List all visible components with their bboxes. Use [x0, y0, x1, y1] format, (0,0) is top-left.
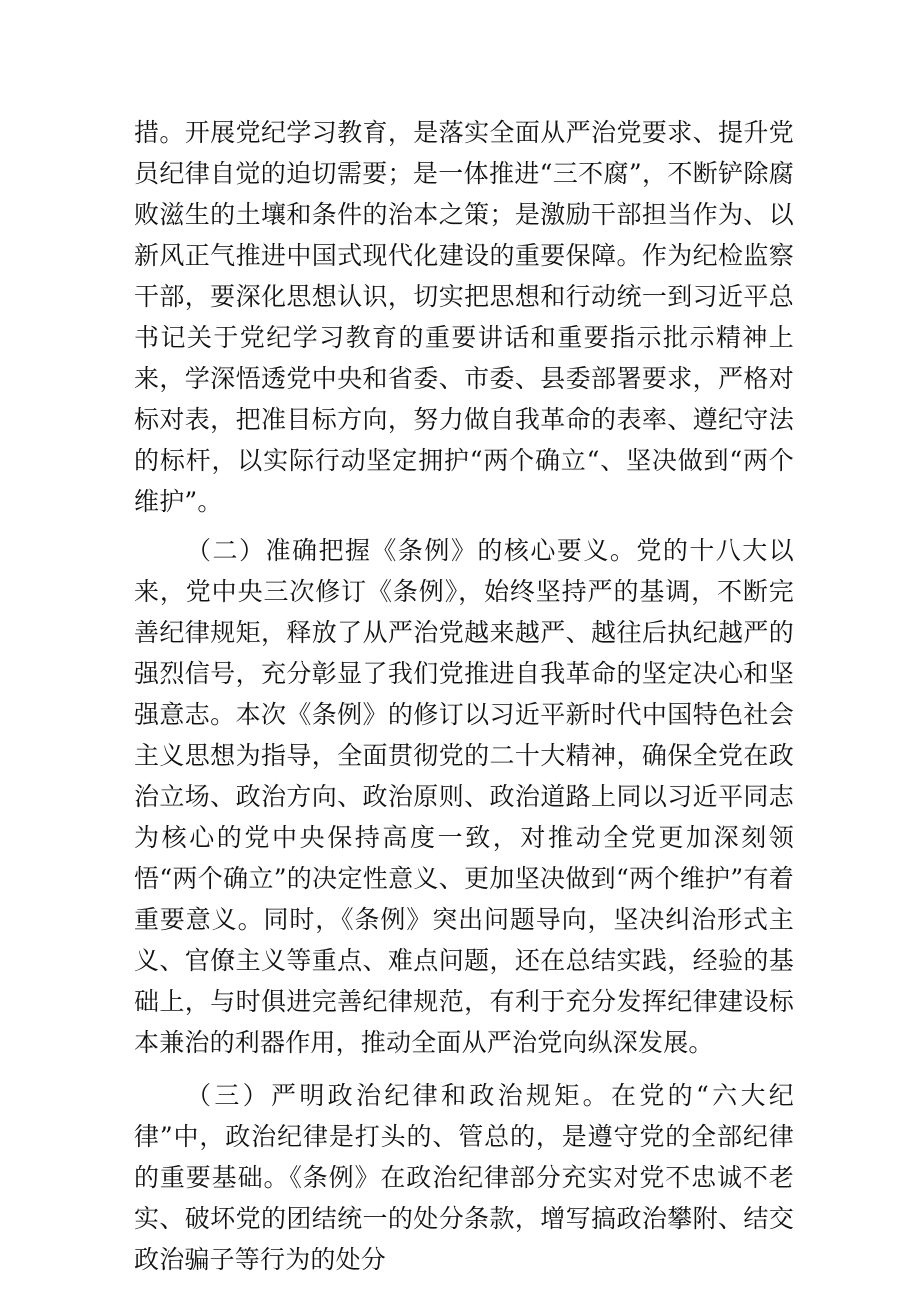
document-body [134, 112, 794, 1280]
paragraph-continuation: 措。开展党纪学习教育，是落实全面从严治党要求、提升党员纪律自觉的迫切需要；是一体推进“三不腐”，不断铲除腐败滋生的土壤和条件的治本之策；是激励干部担当作为、以新风正气推进中国式现代化建设的重要保障。作为纪检监察干部，要深化思想认识，切实把思想和行动统一到习近平总书记关于党纪学习教育的重要讲话和重要指示批示精神上来，学深悟透党中央和省委、市委、县委部署要求，严格对标对表，把准目标方向，努力做自我革命的表率、遵纪守法的标杆，以实际行动坚定拥护“两个确立“、坚决做到“两个维护”。 [134, 118, 794, 516]
paragraph-section-2: （二）准确把握《条例》的核心要义。党的十八大以来，党中央三次修订《条例》，始终坚持严的基调，不断完善纪律规矩，释放了从严治党越来越严、越往后执纪越严的强烈信号，充分彰显了我们党推进自我革命的坚定决心和坚强意志。本次《条例》的修订以习近平新时代中国特色社会主义思想为指导，全面贯彻党的二十大精神，确保全党在政治立场、政治方向、政治原则、政治道路上同以习近平同志为核心的党中央保持高度一致，对推动全党更加深刻领悟“两个确立”的决定性意义、更加坚决做到“两个维护”有着重要意义。同时，《条例》突出问题导向，坚决纠治形式主义、官僚主义等重点、难点问题，还在总结实践，经验的基础上，与时俱进完善纪律规范，有利于充分发挥纪律建设标本兼治的利器作用，推动全面从严治党向纵深发展。 [134, 536, 794, 1057]
paragraph-section-3: （三）严明政治纪律和政治规矩。在党的“六大纪律”中，政治纪律是打头的、管总的，是遵守党的全部纪律的重要基础。《条例》在政治纪律部分充实对党不忠诚不老实、破坏党的团结统一的处分条款，增写搞政治攀附、结交政治骗子等行为的处分 [134, 1081, 794, 1274]
